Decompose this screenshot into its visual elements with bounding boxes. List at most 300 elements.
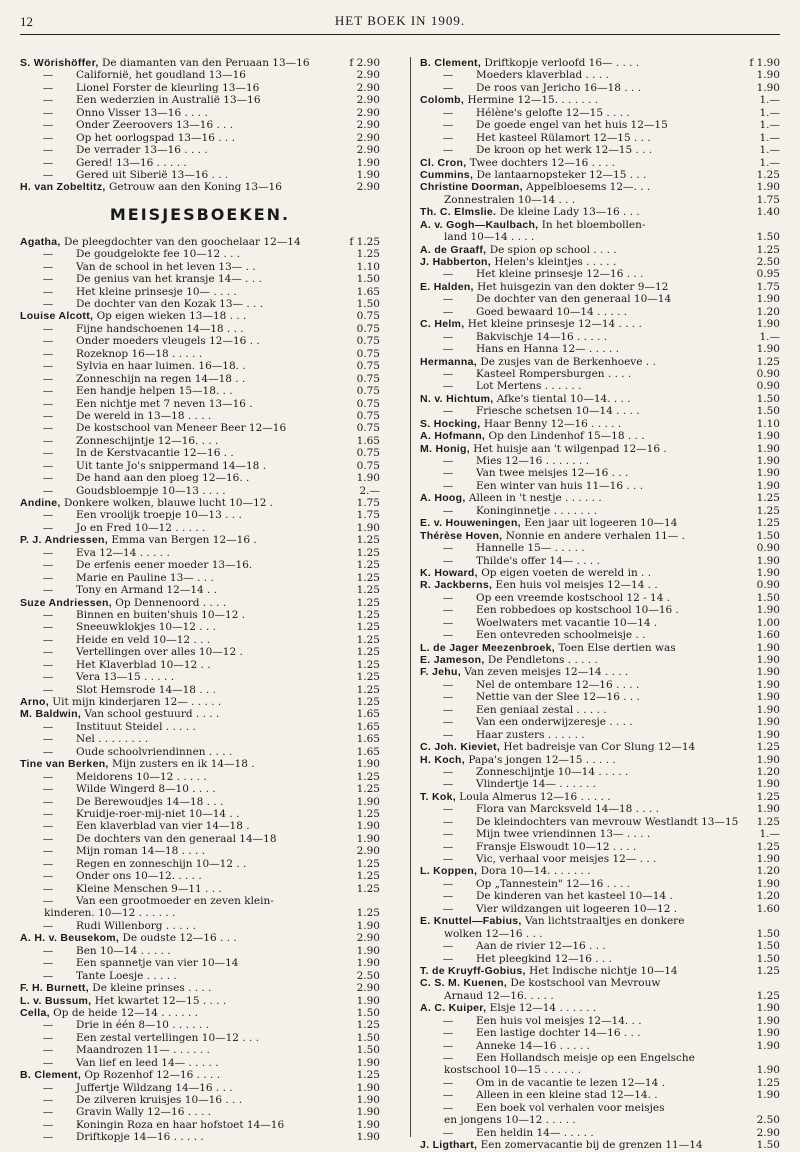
catalog-entry (20, 684, 380, 696)
ditto-dash: — (42, 969, 54, 982)
catalog-entry (20, 236, 380, 248)
catalog-entry (420, 915, 780, 927)
book-title: Regen en zonneschijn 10—12 . . (76, 857, 247, 870)
catalog-entry (20, 435, 380, 447)
catalog-entry (20, 696, 380, 708)
book-title: De kleine prinses . . . . (92, 982, 212, 995)
catalog-entry (20, 119, 380, 131)
book-title: Marie en Pauline 13— . . . (76, 571, 214, 584)
price: 1.90 (756, 467, 780, 480)
book-title: Mijn roman 14—18 . . . . (76, 845, 206, 858)
ditto-dash: — (42, 1031, 54, 1044)
ditto-dash: — (42, 1056, 54, 1069)
book-title: Mijn zusters en ik 14—18 . (112, 758, 255, 771)
book-title: Een handje helpen 15—18. . . (76, 385, 233, 398)
price: 1.90 (756, 654, 780, 666)
catalog-entry (420, 69, 780, 81)
price: 1.90 (756, 566, 780, 579)
price: 1.60 (756, 902, 780, 915)
price: 1.25 (356, 770, 380, 783)
author-name: C. Joh. Kieviet, (420, 741, 501, 754)
price: 0.95 (756, 268, 780, 281)
price: 1.25 (356, 1019, 380, 1032)
price: 1.— (759, 94, 780, 107)
book-title: De kleine Lady 13—16 . . . (499, 206, 640, 219)
price: 2.90 (356, 106, 380, 119)
book-title: Een winter van huis 11—16 . . . (476, 479, 644, 492)
author-name: A. C. Kuiper, (420, 1002, 487, 1015)
book-title: Zonneschijntje 12—16. . . . (76, 434, 219, 447)
book-title: Moeders klaverblad . . . . (476, 69, 609, 82)
catalog-entry (20, 982, 380, 994)
ditto-dash: — (42, 1106, 54, 1119)
right-column (420, 57, 780, 1152)
price: 2.90 (356, 81, 380, 94)
price: 1.25 (756, 815, 780, 828)
price: 1.90 (756, 753, 780, 766)
book-title: kostschool 10—15 . . . . . . (444, 1064, 581, 1077)
book-title: Van een onderwijzeresje . . . . (476, 716, 633, 729)
catalog-entry (20, 286, 380, 298)
price: 0.90 (756, 579, 780, 592)
ditto-dash: — (42, 571, 54, 584)
book-title: Op „Tannestein" 12—16 . . . . (476, 877, 630, 890)
column-divider (410, 57, 411, 1137)
book-title: Zonnestralen 10—14 . . . (444, 193, 576, 206)
ditto-dash: — (42, 285, 54, 298)
book-title: Op eigen wieken 13—18 . . . (96, 310, 247, 323)
catalog-entry (20, 472, 380, 484)
catalog-entry (420, 144, 780, 156)
book-title: Driftkopje 14—16 . . . . . (76, 1131, 204, 1144)
price: 1.90 (756, 430, 780, 443)
ditto-dash: — (42, 633, 54, 646)
price: 1.25 (356, 534, 380, 547)
ditto-dash: — (442, 542, 454, 555)
price: 1.40 (756, 206, 780, 219)
catalog-entry (420, 741, 780, 753)
catalog-entry (20, 1019, 380, 1031)
catalog-entry (420, 517, 780, 529)
ditto-dash: — (42, 733, 54, 746)
ditto-dash: — (442, 144, 454, 157)
price: 2.90 (356, 181, 380, 194)
book-title: Het kleine prinsesje 12—14 . . . . (467, 318, 642, 331)
price: 1.90 (756, 479, 780, 492)
price: 1.25 (756, 840, 780, 853)
catalog-entry (20, 584, 380, 596)
price: 1.25 (356, 870, 380, 883)
author-name: F. H. Burnett, (20, 982, 89, 995)
catalog-entry (420, 567, 780, 579)
catalog-entry (420, 194, 780, 206)
ditto-dash: — (442, 778, 454, 791)
ditto-dash: — (42, 857, 54, 870)
catalog-entry (420, 455, 780, 467)
book-title: De Berewoudjes 14—18 . . . (76, 795, 224, 808)
ditto-dash: — (42, 895, 54, 907)
catalog-entry (20, 181, 380, 193)
ditto-dash: — (442, 467, 454, 480)
ditto-dash: — (442, 1126, 454, 1139)
catalog-entry (20, 646, 380, 658)
author-name: B. Clement, (420, 57, 482, 69)
author-name: R. Jackberns, (420, 579, 493, 592)
catalog-entry (420, 181, 780, 193)
book-title: Van zeven meisjes 12—14 . . . . (464, 666, 629, 679)
catalog-entry (20, 858, 380, 870)
ditto-dash: — (42, 472, 54, 485)
author-name: E. v. Houweningen, (420, 517, 521, 530)
book-title: Op de heide 12—14 . . . . . . (53, 1006, 198, 1019)
catalog-entry (20, 820, 380, 832)
catalog-entry (20, 323, 380, 335)
catalog-entry (420, 816, 780, 828)
price: 1.50 (356, 298, 380, 310)
ditto-dash: — (42, 957, 54, 970)
catalog-entry (420, 791, 780, 803)
book-title: Vlindertje 14— . . . . . . (476, 778, 596, 791)
price: 2.90 (356, 94, 380, 107)
price: 1.25 (756, 964, 780, 977)
price: 2.90 (356, 69, 380, 82)
price: 1.— (759, 106, 780, 119)
catalog-entry (420, 157, 780, 169)
ditto-dash: — (42, 509, 54, 522)
price: 0.75 (356, 409, 380, 422)
catalog-entry (420, 654, 780, 666)
book-title: Van school gestuurd . . . . (84, 708, 220, 721)
ditto-dash: — (442, 455, 454, 467)
book-title: Driftkopje verloofd 16— . . . . (484, 57, 640, 69)
catalog-entry (420, 107, 780, 119)
ditto-dash: — (442, 604, 454, 617)
author-name: Louise Alcott, (20, 310, 94, 323)
book-title: Haar zusters . . . . . . (476, 728, 585, 741)
author-name: N. v. Hichtum, (420, 392, 494, 405)
price: 1.90 (356, 1056, 380, 1069)
book-title: wolken 12—16 . . . (444, 927, 543, 940)
author-name: L. de Jager Meezenbroek, (420, 641, 555, 654)
book-title: Een jaar uit logeeren 10—14 (524, 517, 678, 530)
ditto-dash: — (42, 944, 54, 957)
ditto-dash: — (442, 1027, 454, 1040)
ditto-dash: — (42, 347, 54, 360)
catalog-entry (420, 94, 780, 106)
author-name: A. Hoog, (420, 492, 466, 505)
book-title: Een heldin 14— . . . . . (476, 1126, 594, 1139)
book-title: Onno Visser 13—16 . . . . (76, 106, 208, 119)
price: 1.90 (356, 1106, 380, 1119)
price: 2.50 (756, 256, 780, 268)
catalog-entry (420, 953, 780, 965)
catalog-entry (420, 443, 780, 455)
book-title: Van een grootmoeder en zeven klein- (76, 895, 274, 907)
catalog-entry (20, 485, 380, 497)
catalog-entry (420, 418, 780, 430)
price: 1.90 (756, 716, 780, 729)
author-name: Cummins, (420, 168, 474, 181)
book-title: De erfenis eener moeder 13—16. (76, 559, 253, 572)
catalog-entry (420, 592, 780, 604)
price: 2.50 (756, 1114, 780, 1127)
ditto-dash: — (42, 260, 54, 273)
book-title: Kleine Menschen 9—11 . . . (76, 882, 222, 895)
price: 1.50 (756, 952, 780, 965)
price: 1.25 (356, 584, 380, 597)
catalog-entry (420, 729, 780, 741)
book-title: Aan de rivier 12—16 . . . (476, 940, 606, 953)
catalog-entry (420, 530, 780, 542)
ditto-dash: — (42, 447, 54, 460)
catalog-entry (20, 497, 380, 509)
book-title: Drie in één 8—10 . . . . . . (76, 1019, 209, 1032)
catalog-entry (20, 509, 380, 521)
catalog-entry (420, 1102, 780, 1114)
book-title: en jongens 10—12 . . . . . (444, 1114, 576, 1127)
ditto-dash: — (42, 870, 54, 883)
ditto-dash: — (442, 305, 454, 318)
book-title: Woelwaters met vacantie 10—14 . (476, 616, 658, 629)
catalog-entry (420, 940, 780, 952)
catalog-entry (420, 542, 780, 554)
book-title: Een zomervacantie bij de grenzen 11—14 (480, 1139, 703, 1152)
catalog-entry (20, 460, 380, 472)
catalog-entry (20, 107, 380, 119)
book-title: De kroon op het werk 12—15 . . . (476, 144, 653, 157)
book-title: Instituut Steidel . . . . . (76, 720, 196, 733)
book-title: Een boek vol verhalen voor meisjes (476, 1101, 665, 1114)
price: 1.90 (356, 1118, 380, 1131)
price: 1.90 (756, 343, 780, 356)
price: 0.75 (356, 310, 380, 323)
ditto-dash: — (442, 828, 454, 841)
book-title: Uit mijn kinderjaren 12— . . . . . (52, 696, 222, 708)
book-title: Goudsbloempje 10—13 . . . . (76, 484, 226, 497)
author-name: Colomb, (420, 94, 465, 107)
catalog-entry (420, 132, 780, 144)
catalog-entry (420, 405, 780, 417)
price: 1.25 (756, 355, 780, 368)
ditto-dash: — (442, 1039, 454, 1052)
author-name: A. v. Gogh—Kaulbach, (420, 218, 539, 231)
ditto-dash: — (442, 504, 454, 517)
price: 2.90 (356, 845, 380, 858)
ditto-dash: — (42, 882, 54, 895)
catalog-entry (20, 144, 380, 156)
price: 0.75 (356, 347, 380, 360)
ditto-dash: — (442, 106, 454, 119)
catalog-entry (420, 82, 780, 94)
catalog-entry (20, 348, 380, 360)
catalog-entry (420, 579, 780, 591)
price: 1.25 (356, 658, 380, 671)
price: 1.90 (356, 919, 380, 932)
catalog-entry (420, 878, 780, 890)
ditto-dash: — (442, 591, 454, 604)
price: 1.20 (756, 765, 780, 778)
price: 1.65 (356, 745, 380, 758)
book-title: Van de school in het leven 13— . . (76, 260, 256, 273)
catalog-entry (20, 671, 380, 683)
book-title: De diamanten van den Peruaan 13—16 (101, 57, 310, 69)
price: 1.— (759, 144, 780, 157)
book-title: Papa's jongen 12—15 . . . . . (468, 753, 616, 766)
catalog-entry (420, 766, 780, 778)
running-title: HET BOEK IN 1909. (334, 13, 466, 28)
book-title: De verrader 13—16 . . . . (76, 144, 208, 157)
author-name: Arno, (20, 696, 49, 708)
ditto-dash: — (442, 343, 454, 356)
ditto-dash: — (442, 268, 454, 281)
price: 2.90 (356, 119, 380, 132)
price: 1.90 (356, 1094, 380, 1106)
price: 1.25 (756, 504, 780, 517)
catalog-entry (20, 522, 380, 534)
catalog-entry (20, 298, 380, 310)
author-name: S. Wörishöffer, (20, 57, 99, 69)
book-title: De dochter van den generaal 10—14 (476, 293, 672, 306)
catalog-entry (20, 870, 380, 882)
book-title: Rudi Willenborg . . . . . (76, 919, 196, 932)
price: f 2.90 (349, 57, 380, 69)
book-title: Een geniaal zestal . . . . . (476, 703, 607, 716)
price: 1.90 (756, 554, 780, 567)
catalog-entry (420, 617, 780, 629)
ditto-dash: — (42, 795, 54, 808)
price: 1.90 (756, 455, 780, 467)
price: 1.65 (356, 733, 380, 746)
book-title: Alleen in een kleine stad 12—14. . (476, 1089, 658, 1102)
book-title: Een spannetje van vier 10—14 (76, 957, 239, 970)
catalog-entry (20, 310, 380, 322)
book-title: Helen's kleintjes . . . . . (494, 256, 617, 268)
price: 1.75 (756, 280, 780, 293)
ditto-dash: — (442, 1076, 454, 1089)
ditto-dash: — (42, 119, 54, 132)
price: 1.10 (756, 417, 780, 430)
book-title: Vic, verhaal voor meisjes 12— . . . (476, 853, 657, 865)
author-name: Tine van Berken, (20, 758, 109, 771)
book-title: De dochter van den Kozak 13— . . . (76, 298, 264, 310)
section-heading: MEISJESBOEKEN. (109, 204, 291, 224)
ditto-dash: — (442, 81, 454, 94)
catalog-entry (20, 547, 380, 559)
catalog-entry (20, 1069, 380, 1081)
book-title: Bakvischje 14—16 . . . . . (476, 330, 608, 343)
book-title: Het Klaverblad 10—12 . . (76, 658, 211, 671)
catalog-entry (20, 634, 380, 646)
price: 1.25 (356, 882, 380, 895)
price: 0.75 (356, 459, 380, 472)
price: 1.90 (756, 293, 780, 306)
catalog-entry (420, 368, 780, 380)
book-title: De kinderen van het kasteel 10—14 . (476, 890, 673, 903)
ditto-dash: — (442, 840, 454, 853)
book-title: Californië, het goudland 13—16 (76, 69, 246, 82)
price: 0.75 (356, 422, 380, 435)
ditto-dash: — (42, 720, 54, 733)
price: 1.75 (356, 497, 380, 509)
catalog-entry (20, 157, 380, 169)
catalog-entry (420, 281, 780, 293)
price: 2.90 (356, 144, 380, 157)
price: 0.75 (356, 360, 380, 373)
book-title: Een zestal vertellingen 10—12 . . . (76, 1031, 260, 1044)
book-title: Binnen en buiten'shuis 10—12 . (76, 608, 246, 621)
catalog-entry (20, 920, 380, 932)
price: 1.90 (756, 1002, 780, 1015)
catalog-entry (20, 1044, 380, 1056)
catalog-entry (420, 293, 780, 305)
price: 1.— (759, 131, 780, 144)
book-title: Gravin Wally 12—16 . . . . (76, 1106, 212, 1119)
price: 1.90 (756, 678, 780, 691)
price: 1.90 (756, 666, 780, 679)
catalog-entry (20, 746, 380, 758)
price: f 1.90 (749, 57, 780, 69)
catalog-entry (20, 398, 380, 410)
catalog-entry (20, 597, 380, 609)
price: 1.90 (356, 1131, 380, 1144)
book-title: Op Rozenhof 12—16 . . . . (84, 1069, 221, 1082)
price: 2.90 (356, 131, 380, 144)
catalog-entry (20, 1032, 380, 1044)
catalog-entry (420, 828, 780, 840)
catalog-entry (20, 373, 380, 385)
catalog-entry (20, 572, 380, 584)
author-name: C. Helm, (420, 318, 465, 331)
author-name: Thérèse Hoven, (420, 529, 503, 542)
catalog-entry (20, 621, 380, 633)
ditto-dash: — (442, 716, 454, 729)
ditto-dash: — (442, 479, 454, 492)
author-name: Cella, (20, 1006, 50, 1019)
price: 0.75 (356, 385, 380, 398)
price: 0.90 (756, 367, 780, 380)
price: 1.20 (756, 865, 780, 878)
ditto-dash: — (42, 646, 54, 659)
book-title: Sneeuwklokjes 10—12 . . . (76, 621, 216, 634)
ditto-dash: — (42, 584, 54, 597)
book-title: Lot Mertens . . . . . . (476, 380, 582, 393)
catalog-entry (20, 385, 380, 397)
book-title: Jo en Fred 10—12 . . . . . (76, 521, 206, 534)
book-title: Toen Else dertien was (558, 641, 676, 654)
book-title: Hélène's gelofte 12—15 . . . . (476, 106, 630, 119)
book-title: De zusjes van de Berkenhoeve . . (480, 355, 656, 368)
catalog-entry (420, 169, 780, 181)
price: 1.25 (356, 559, 380, 572)
book-title: Van lichtstraaltjes en donkere (525, 915, 685, 928)
price: 0.75 (356, 335, 380, 348)
ditto-dash: — (442, 803, 454, 816)
price: 1.25 (756, 989, 780, 1002)
catalog-entry (420, 206, 780, 218)
book-title: Vertellingen over alles 10—12 . (76, 646, 243, 659)
price: 1.90 (756, 778, 780, 791)
price: 1.50 (756, 927, 780, 940)
ditto-dash: — (42, 422, 54, 435)
ditto-dash: — (42, 745, 54, 758)
catalog-entry (420, 977, 780, 989)
price: 1.10 (356, 260, 380, 273)
book-title: Maandrozen 11— . . . . . . (76, 1044, 210, 1057)
price: 1.— (759, 156, 780, 169)
price: 1.50 (756, 231, 780, 244)
price: 1.50 (756, 392, 780, 405)
catalog-entry (420, 256, 780, 268)
